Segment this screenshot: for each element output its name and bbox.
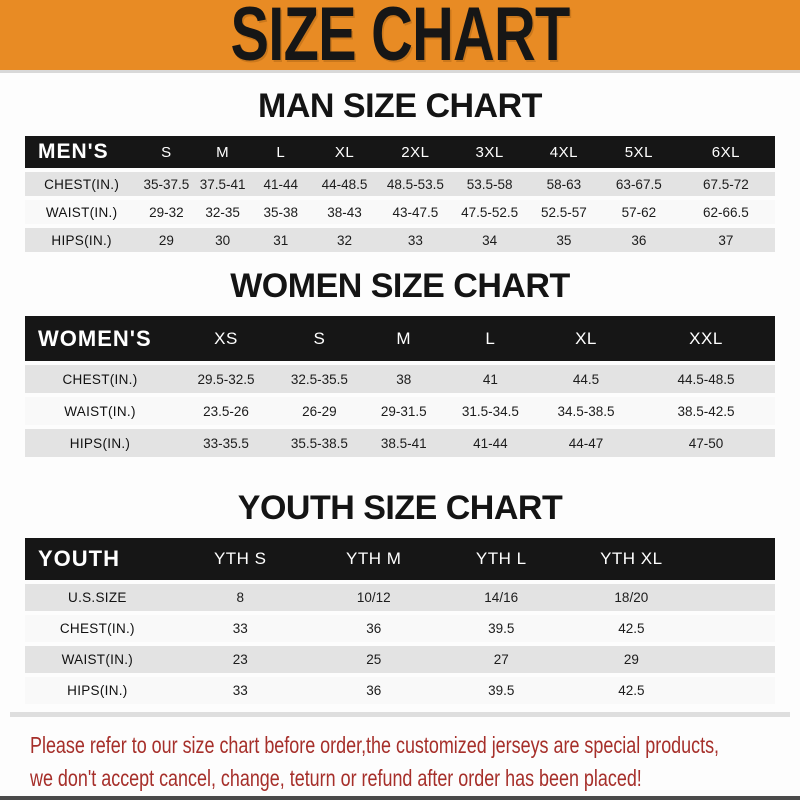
size-value: 36 xyxy=(311,677,437,704)
column-header: YTH L xyxy=(437,538,566,580)
table-row xyxy=(25,646,775,673)
size-value: 36 xyxy=(601,228,677,252)
size-value: 25 xyxy=(311,646,437,673)
size-value: 63-67.5 xyxy=(601,172,677,196)
size-value: 29-31.5 xyxy=(362,397,446,425)
row-label: WAIST(IN.) xyxy=(25,397,175,425)
size-value: 47.5-52.5 xyxy=(452,200,526,224)
table-title: MEN'S xyxy=(25,136,138,168)
column-header: YTH M xyxy=(311,538,437,580)
size-value: 31 xyxy=(251,228,311,252)
size-value: 30 xyxy=(195,228,251,252)
size-value: 41 xyxy=(446,365,535,393)
women-size-chart-heading: WOMEN SIZE CHART xyxy=(230,267,570,305)
column-header: M xyxy=(195,136,251,168)
size-value: 42.5 xyxy=(566,615,697,642)
size-value: 33-35.5 xyxy=(175,429,277,457)
size-value: 38.5-41 xyxy=(362,429,446,457)
column-header: 4XL xyxy=(527,136,601,168)
column-header: 3XL xyxy=(452,136,526,168)
column-header: XXL xyxy=(637,316,775,361)
column-header: L xyxy=(446,316,535,361)
note-line-1: Please refer to our size chart before order,the customized jerseys are special products, xyxy=(30,732,720,758)
size-value: 23.5-26 xyxy=(175,397,277,425)
table-footer-divider xyxy=(10,712,790,717)
size-value: 35-37.5 xyxy=(138,172,194,196)
size-value: 62-66.5 xyxy=(677,200,775,224)
size-value: 38.5-42.5 xyxy=(637,397,775,425)
size-value: 47-50 xyxy=(637,429,775,457)
size-value: 44.5 xyxy=(535,365,637,393)
cell-spacer xyxy=(697,677,775,704)
size-value: 39.5 xyxy=(437,677,566,704)
table-title: WOMEN'S xyxy=(25,316,175,361)
size-value: 29 xyxy=(566,646,697,673)
note-line-2: we don't accept cancel, change, teturn or refund after order has been placed! xyxy=(30,765,642,791)
size-value: 14/16 xyxy=(437,584,566,611)
size-value: 29-32 xyxy=(138,200,194,224)
size-value: 37 xyxy=(677,228,775,252)
column-header: 6XL xyxy=(677,136,775,168)
table-row xyxy=(25,677,775,704)
row-label: WAIST(IN.) xyxy=(25,200,138,224)
size-value: 35.5-38.5 xyxy=(277,429,362,457)
size-value: 35-38 xyxy=(251,200,311,224)
size-value: 34 xyxy=(452,228,526,252)
mens-size-table xyxy=(25,132,775,256)
size-value: 44-48.5 xyxy=(311,172,379,196)
size-value: 26-29 xyxy=(277,397,362,425)
bottom-divider xyxy=(0,796,800,800)
column-header: XL xyxy=(311,136,379,168)
size-value: 41-44 xyxy=(446,429,535,457)
row-label: CHEST(IN.) xyxy=(25,365,175,393)
size-value: 8 xyxy=(170,584,311,611)
column-header: M xyxy=(362,316,446,361)
size-value: 43-47.5 xyxy=(378,200,452,224)
size-value: 67.5-72 xyxy=(677,172,775,196)
size-value: 32-35 xyxy=(195,200,251,224)
header-spacer xyxy=(697,538,775,580)
size-value: 29.5-32.5 xyxy=(175,365,277,393)
size-value: 29 xyxy=(138,228,194,252)
footer-note xyxy=(30,729,800,795)
table-header-row xyxy=(25,316,775,361)
size-value: 44-47 xyxy=(535,429,637,457)
size-value: 38 xyxy=(362,365,446,393)
column-header: 2XL xyxy=(378,136,452,168)
youth-size-chart-heading: YOUTH SIZE CHART xyxy=(237,489,563,527)
row-label: HIPS(IN.) xyxy=(25,677,170,704)
youth-size-table xyxy=(25,534,775,708)
size-value: 42.5 xyxy=(566,677,697,704)
table-row xyxy=(25,365,775,393)
column-header: XS xyxy=(175,316,277,361)
cell-spacer xyxy=(697,615,775,642)
table-header-row xyxy=(25,136,775,168)
size-value: 18/20 xyxy=(566,584,697,611)
size-value: 58-63 xyxy=(527,172,601,196)
size-value: 38-43 xyxy=(311,200,379,224)
table-row xyxy=(25,200,775,224)
table-row xyxy=(25,172,775,196)
table-row xyxy=(25,584,775,611)
size-value: 32 xyxy=(311,228,379,252)
size-value: 37.5-41 xyxy=(195,172,251,196)
banner-title: SIZE CHART xyxy=(230,0,570,77)
table-row xyxy=(25,228,775,252)
column-header: 5XL xyxy=(601,136,677,168)
column-header: YTH XL xyxy=(566,538,697,580)
womens-size-table xyxy=(25,312,775,461)
table-row xyxy=(25,615,775,642)
size-value: 53.5-58 xyxy=(452,172,526,196)
cell-spacer xyxy=(697,584,775,611)
size-value: 23 xyxy=(170,646,311,673)
size-value: 33 xyxy=(170,615,311,642)
row-label: HIPS(IN.) xyxy=(25,429,175,457)
table-row xyxy=(25,429,775,457)
column-header: S xyxy=(138,136,194,168)
size-value: 31.5-34.5 xyxy=(446,397,535,425)
column-header: S xyxy=(277,316,362,361)
size-value: 44.5-48.5 xyxy=(637,365,775,393)
man-size-chart-heading: MAN SIZE CHART xyxy=(258,87,542,125)
cell-spacer xyxy=(697,646,775,673)
row-label: WAIST(IN.) xyxy=(25,646,170,673)
size-chart-banner xyxy=(0,0,800,77)
row-label: U.S.SIZE xyxy=(25,584,170,611)
size-value: 35 xyxy=(527,228,601,252)
table-title: YOUTH xyxy=(25,538,170,580)
row-label: CHEST(IN.) xyxy=(25,172,138,196)
row-label: HIPS(IN.) xyxy=(25,228,138,252)
size-value: 34.5-38.5 xyxy=(535,397,637,425)
size-value: 10/12 xyxy=(311,584,437,611)
size-value: 41-44 xyxy=(251,172,311,196)
column-header: L xyxy=(251,136,311,168)
size-value: 36 xyxy=(311,615,437,642)
size-value: 48.5-53.5 xyxy=(378,172,452,196)
table-header-row xyxy=(25,538,775,580)
size-value: 39.5 xyxy=(437,615,566,642)
size-value: 33 xyxy=(170,677,311,704)
column-header: YTH S xyxy=(170,538,311,580)
size-value: 32.5-35.5 xyxy=(277,365,362,393)
size-value: 27 xyxy=(437,646,566,673)
size-value: 33 xyxy=(378,228,452,252)
column-header: XL xyxy=(535,316,637,361)
size-value: 57-62 xyxy=(601,200,677,224)
size-value: 52.5-57 xyxy=(527,200,601,224)
row-label: CHEST(IN.) xyxy=(25,615,170,642)
table-row xyxy=(25,397,775,425)
